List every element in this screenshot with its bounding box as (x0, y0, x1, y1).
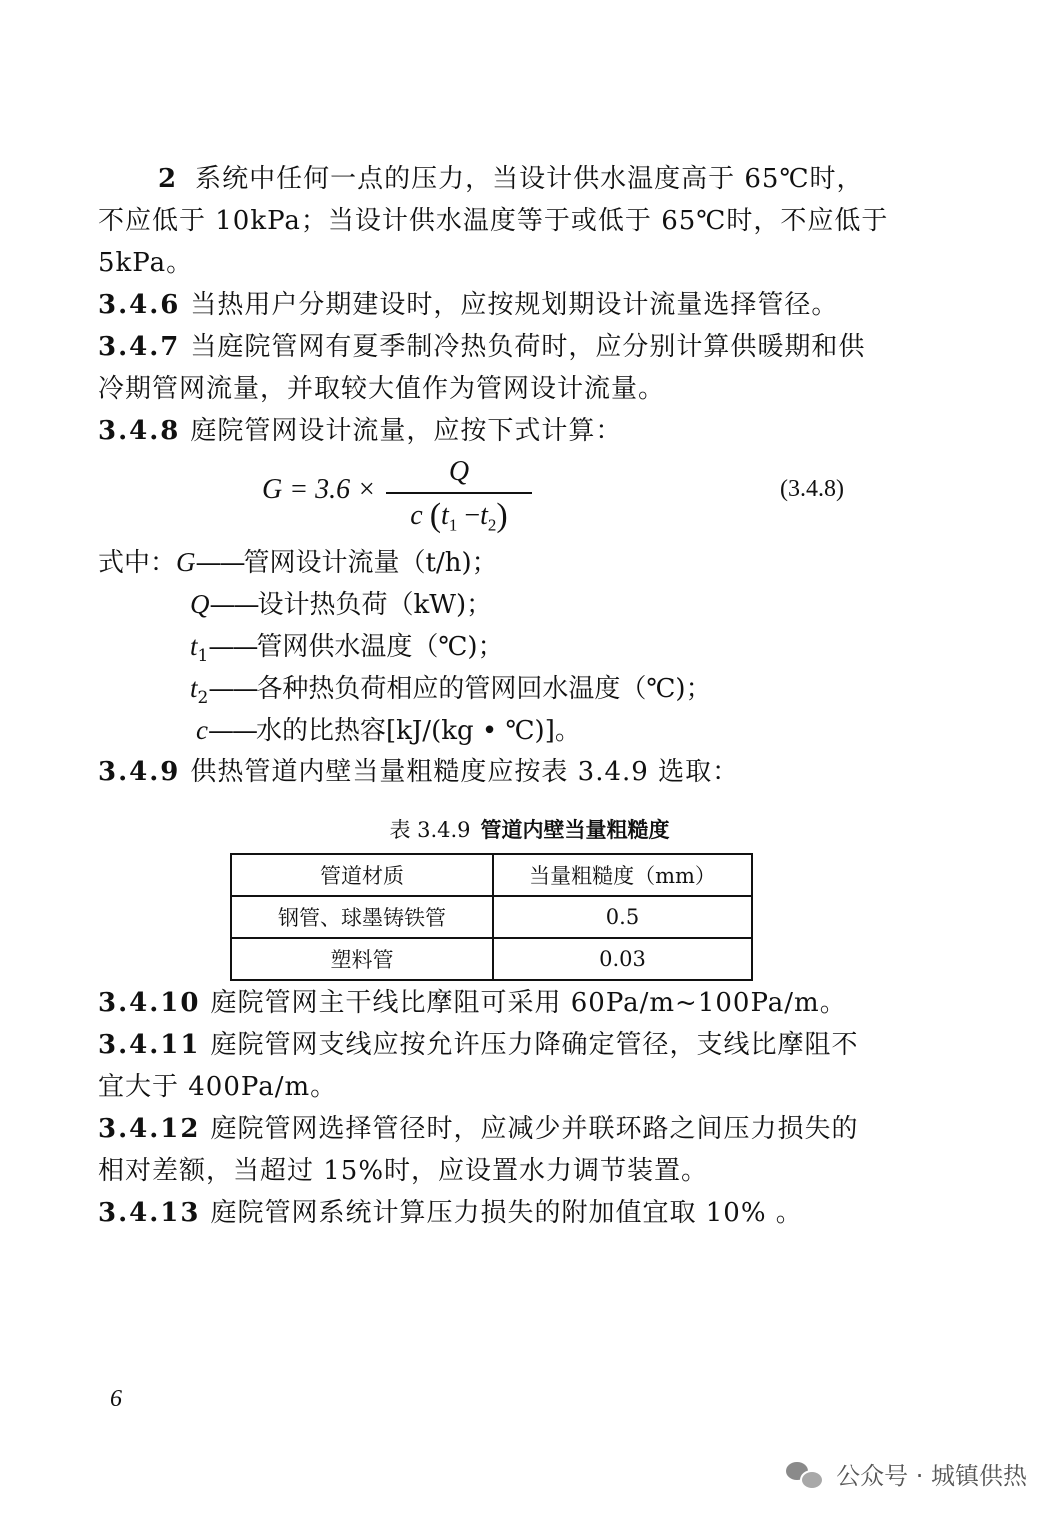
section-3-4-12-line-1 (98, 1108, 898, 1150)
section-3-4-7-line-1 (98, 326, 898, 368)
den-t1: t (441, 500, 449, 531)
section-3-4-11-line-2 (98, 1066, 898, 1108)
section-3-4-10 (98, 982, 898, 1024)
symbol-G (98, 541, 498, 584)
section-text: 宜大于 400Pa/m。 (98, 1072, 338, 1102)
section-3-4-6 (98, 284, 898, 326)
den-c: c (410, 500, 423, 531)
section-number: 3.4.11 (98, 1030, 201, 1060)
item-2-line-2 (98, 200, 898, 242)
section-3-4-8 (98, 410, 898, 452)
table-cell: 钢管、球墨铸铁管 (231, 896, 493, 938)
section-text: 当庭院管网有夏季制冷热负荷时，应分别计算供暖期和供 (190, 332, 866, 362)
symbol: G (176, 547, 196, 577)
den-t1-sub: 1 (448, 515, 458, 535)
flow-formula (262, 452, 882, 542)
section-text: 庭院管网支线应按允许压力降确定管径，支线比摩阻不 (210, 1030, 859, 1060)
formula-numerator: Q (448, 456, 470, 487)
section-number: 3.4.12 (98, 1114, 201, 1144)
section-text: 庭院管网主干线比摩阻可采用 60Pa/m~100Pa/m。 (210, 988, 847, 1018)
watermark (786, 1456, 1027, 1491)
symbol-desc: 各种热负荷相应的管网回水温度（℃)； (256, 674, 712, 704)
dash: —— (208, 632, 257, 662)
table-cell: 0.5 (493, 896, 752, 938)
equation-number: (3.4.8) (780, 476, 844, 502)
section-number: 3.4.10 (98, 988, 201, 1018)
section-text: 供热管道内壁当量粗糙度应按表 3.4.9 选取： (190, 757, 740, 787)
formula-lhs: G = 3.6 × (262, 474, 377, 505)
paren-open: ( (429, 497, 442, 534)
section-3-4-7-line-2 (98, 368, 898, 410)
section-text: 庭院管网系统计算压力损失的附加值宜取 10% 。 (210, 1198, 803, 1228)
section-text: 相对差额，当超过 15%时，应设置水力调节装置。 (98, 1156, 709, 1186)
section-text: 庭院管网选择管径时，应减少并联环路之间压力损失的 (210, 1114, 859, 1144)
section-number: 3.4.13 (98, 1198, 201, 1228)
table-row (231, 896, 752, 938)
symbol: t (190, 673, 198, 703)
section-3-4-13 (98, 1192, 898, 1234)
table-header-row (231, 854, 752, 896)
dash: —— (209, 590, 258, 620)
item-2-line-3 (98, 242, 898, 284)
symbol: Q (190, 589, 210, 619)
roughness-table (230, 853, 753, 981)
dash: —— (207, 716, 256, 746)
section-3-4-12-line-2 (98, 1150, 898, 1192)
table-header-cell: 当量粗糙度（mm） (493, 854, 752, 896)
symbol-desc: 设计热负荷（kW)； (257, 590, 493, 620)
item-text: 系统中任何一点的压力，当设计供水温度高于 65℃时， (195, 164, 864, 194)
paren-close: ) (496, 497, 508, 534)
symbol-c (196, 709, 581, 752)
item-text: 5kPa。 (98, 248, 194, 278)
symbol-desc: 水的比热容[kJ/(kg • ℃)]。 (255, 716, 581, 746)
dash: —— (208, 674, 257, 704)
watermark-text: 公众号 · 城镇供热 (836, 1462, 1027, 1490)
item-text: 不应低于 10kPa；当设计供水温度等于或低于 65℃时，不应低于 (98, 206, 889, 236)
symbol-desc: 管网供水温度（℃)； (256, 632, 504, 662)
section-text: 当热用户分期建设时，应按规划期设计流量选择管径。 (190, 290, 839, 320)
section-text: 庭院管网设计流量，应按下式计算： (190, 416, 623, 446)
formula-denominator (386, 494, 532, 538)
section-3-4-9 (98, 751, 898, 793)
page-number: 6 (110, 1386, 122, 1412)
section-3-4-11-line-1 (98, 1024, 898, 1066)
symbol-sub: 1 (197, 646, 209, 667)
section-number: 3.4.6 (98, 290, 181, 320)
table-caption (0, 812, 1059, 848)
item-2-line-1 (158, 158, 898, 200)
symbol: t (190, 631, 198, 661)
item-number: 2 (158, 164, 178, 194)
table-cell: 塑料管 (231, 938, 493, 980)
den-t2-sub: 2 (487, 515, 497, 535)
symbol-Q (190, 583, 492, 626)
symbol: c (196, 715, 208, 745)
table-caption-number: 表 3.4.9 (389, 818, 471, 842)
section-number: 3.4.7 (98, 332, 181, 362)
section-number: 3.4.9 (98, 757, 181, 787)
den-t2: t (480, 500, 488, 531)
wechat-icon (786, 1460, 822, 1488)
dash: —— (195, 548, 244, 578)
table-header-cell: 管道材质 (231, 854, 493, 896)
table-cell: 0.03 (493, 938, 752, 980)
table-row (231, 938, 752, 980)
symbol-sub: 2 (197, 688, 209, 709)
formula-fraction (386, 452, 532, 538)
symbol-desc: 管网设计流量（t/h)； (243, 548, 498, 578)
section-number: 3.4.8 (98, 416, 181, 446)
table-caption-title: 管道内壁当量粗糙度 (480, 818, 670, 842)
symbols-intro: 式中： (98, 548, 177, 578)
section-text: 冷期管网流量，并取较大值作为管网设计流量。 (98, 374, 666, 404)
den-minus: − (464, 500, 481, 531)
